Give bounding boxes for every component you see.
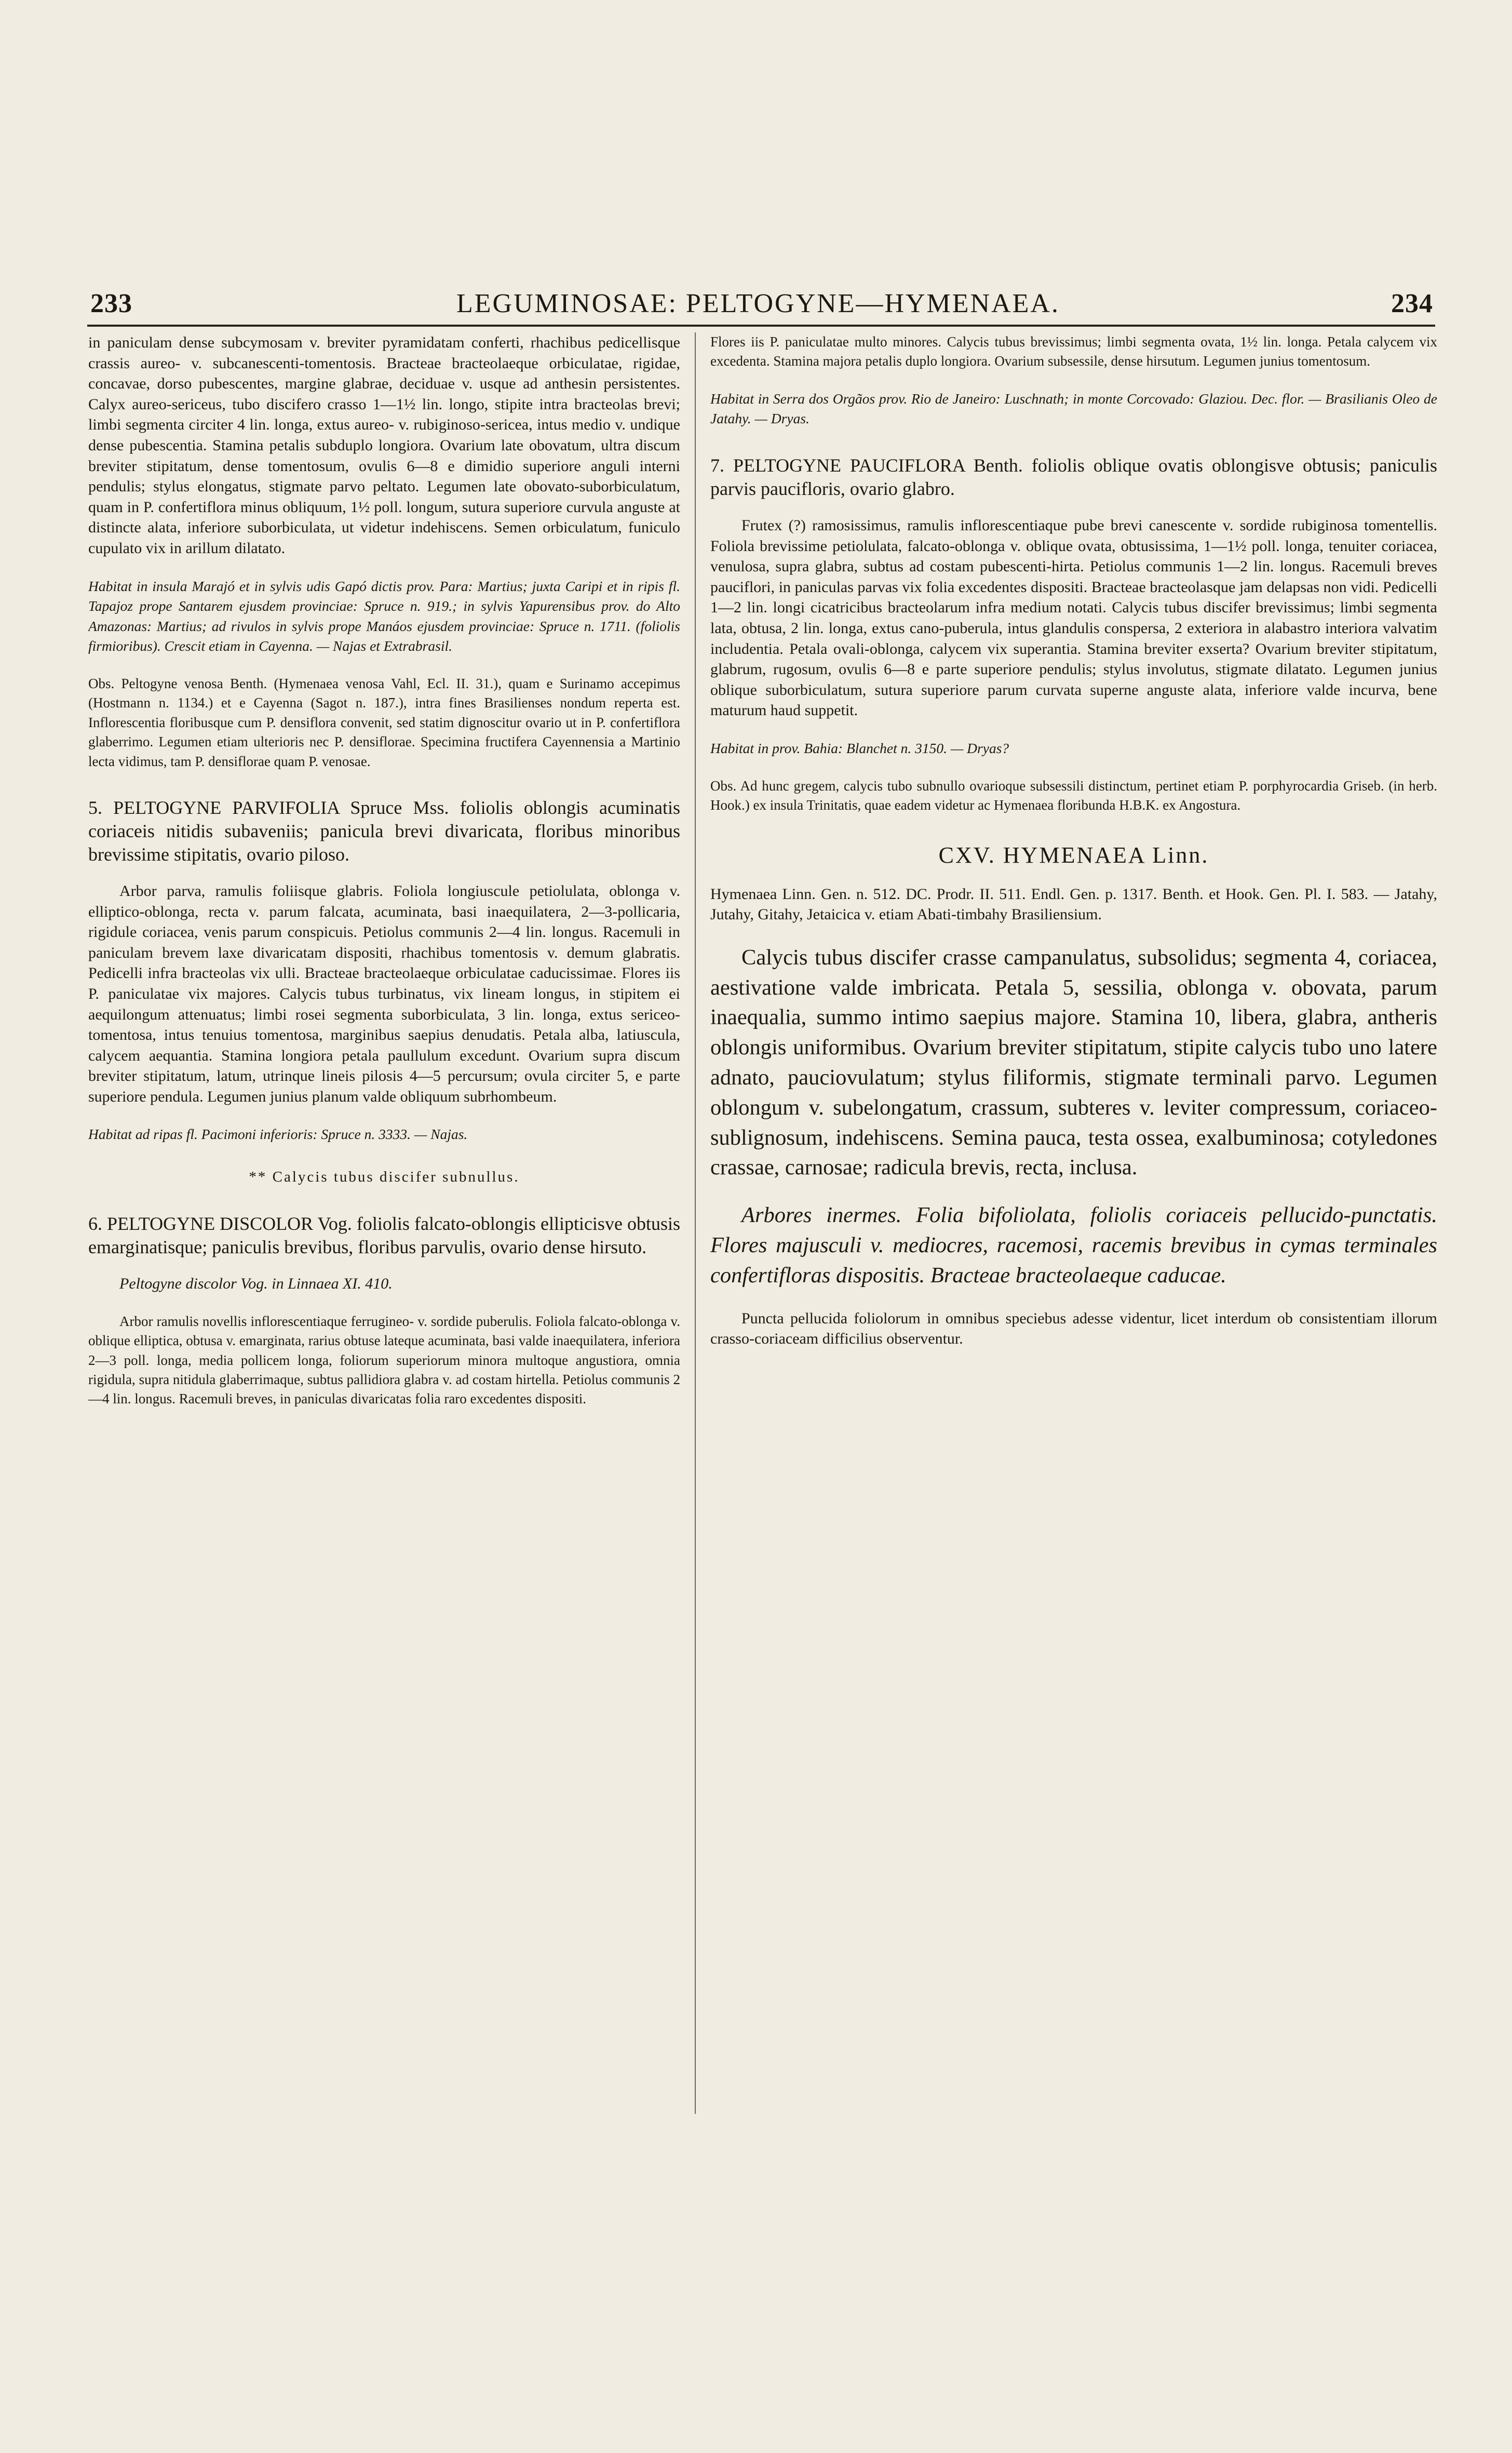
right-paragraph: Habitat in prov. Bahia: Blanchet n. 3150. — Dryas? — [710, 740, 1009, 756]
left-paragraph: Peltogyne discolor Vog. in Linnaea XI. 410. — [119, 1275, 393, 1293]
left-paragraph: Arbor ramulis novellis inflorescentiaque ferrugineo- v. sordide puberulis. Foliola falcato-oblonga v. oblique elliptica, obtusa v. emarginata, rarius obtuse lateque acuminata, basi valde inaequilatera, inferiora 2—3 poll. longa, media pollicem longa, foliorum superiorum minora multoque angustiora, omnia rigidula, supra nitidula glaberrimaque, subtus pallidiora glabra v. ad costam hirtella. Petiolus communis 2—4 lin. longus. Racemuli breves, in paniculas divaricatas folia raro excedentes dispositi. — [88, 1313, 680, 1407]
page-number-left: 233 — [90, 289, 132, 318]
right-paragraph: Flores iis P. paniculatae multo minores. Calycis tubus brevissimus; limbi segmenta ovata, 1½ lin. longa. Petala calycem vix excedenta. Stamina majora petalis duplo longiora. Ovarium subsessile, dense hirsutum. Legumen junius tomentosum. — [710, 334, 1437, 369]
header-rule — [87, 325, 1435, 327]
left-paragraph: Habitat in insula Marajó et in sylvis udis Gapó dictis prov. Para: Martius; juxta Caripi et in ripis fl. Tapajoz prope Santarem ejusdem provinciae: Spruce n. 919.; in sylvis Yapurensibus prov. do Alto Amazonas: Martius; ad rivulos in sylvis prope Manáos ejusdem provinciae: Spruce n. 1711. (foliolis firmioribus). Crescit etiam in Cayenna. — Najas et Extrabrasil. — [88, 578, 680, 654]
right-paragraph: Calycis tubus discifer crasse campanulatus, subsolidus; segmenta 4, coriacea, aestivatione valde imbricata. Petala 5, sessilia, oblonga v. obovata, parum inaequalia, summo intimo saepius majore. Stamina 10, libera, glabra, antheris oblongis uniformibus. Ovarium breviter stipitatum, stipite calycis tubo uno latere adnato, pauciovulatum; stylus filiformis, stigmate terminali parvo. Legumen oblongum v. subelongatum, crassum, subteres v. leviter compressum, coriaceo-sublignosum, indehiscens. Semina pauca, testa ossea, exalbuminosa; cotyledones crassae, carnosae; radicula brevis, recta, inclusa. — [710, 945, 1437, 1180]
right-paragraph: Arbores inermes. Folia bifoliolata, foliolis coriaceis pellucido-punctatis. Flores majusculi v. mediocres, racemosi, racemis brevibus in cymas terminales confertifloras dispositis. Bracteae bracteolaeque caducae. — [710, 1203, 1437, 1288]
left-paragraph: in paniculam dense subcymosam v. breviter pyramidatam conferti, rhachibus pedicellisque crassis aureo- v. subcanescenti-tomentosis. Bracteae bracteolaeque orbiculatae, rigidae, concavae, dorso pubescentes, margine glabrae, deciduae v. usque ad anthesin persistentes. Calyx aureo-sericeus, tubo discifero crasso 1—1½ lin. longo, stipite intra bracteolas brevi; limbi segmenta circiter 4 lin. longa, extus aureo- v. rubiginoso-sericea, intus medio v. undique dense pubescentia. Stamina petalis subduplo longiora. Ovarium late obovatum, ultra discum breviter stipitatum, dense tomentosum, ovulis 6—8 e dimidio superiore anguli interni pendulis; stylus elongatus, stigmate parvo peltato. Legumen late obovato-suborbiculatum, quam in P. confertiflora minus obliquum, 1½ poll. longum, sutura superiore curvula anguste at distincte alata, inferiore suborbiculata, ut videtur indehiscens. Semen orbiculatum, funiculo cupulato vix in arillum dilatato. — [88, 334, 680, 557]
right-paragraph: Habitat in Serra dos Orgãos prov. Rio de Janeiro: Luschnath; in monte Corcovado: Glaziou. Dec. flor. — Brasilianis Oleo de Jatahy. — Dryas. — [710, 390, 1437, 427]
left-paragraph: Obs. Peltogyne venosa Benth. (Hymenaea venosa Vahl, Ecl. II. 31.), quam e Surinamo accepimus (Hostmann n. 1134.) et e Cayenna (Sagot n. 187.), intra fines Brasilienses nondum reperta est. Inflorescentia floribusque cum P. densiflora convenit, sed statim dignoscitur ovario ut in P. confertiflora glaberrimo. Legumen etiam ulterioris nec P. densiflorae. Specimina fructifera Cayennensia a Martinio lecta vidimus, tam P. densiflorae quam P. venosae. — [88, 675, 680, 769]
left-paragraph: 5. PELTOGYNE PARVIFOLIA Spruce Mss. foliolis oblongis acuminatis coriaceis nitidis subaveniis; panicula brevi divaricata, floribus minoribus brevissime stipitatis, ovario piloso. — [88, 797, 680, 865]
page-number-right: 234 — [1391, 289, 1433, 318]
right-paragraph: Hymenaea Linn. Gen. n. 512. DC. Prodr. II. 511. Endl. Gen. p. 1317. Benth. et Hook. Gen. Pl. I. 583. — Jatahy, Jutahy, Gitahy, Jetaicica v. etiam Abati-timbahy Brasiliensium. — [710, 885, 1437, 923]
left-paragraph: ** Calycis tubus discifer subnullus. — [249, 1169, 520, 1186]
left-paragraph: 6. PELTOGYNE DISCOLOR Vog. foliolis falcato-oblongis ellipticisve obtusis emarginatisque; paniculis brevibus, floribus parvulis, ovario dense hirsuto. — [88, 1213, 680, 1258]
column-divider — [695, 332, 696, 2114]
running-header — [83, 288, 1433, 330]
right-paragraph: 7. PELTOGYNE PAUCIFLORA Benth. foliolis oblique ovatis oblongisve obtusis; paniculis parvis paucifloris, ovario glabro. — [710, 455, 1437, 499]
left-column — [88, 332, 680, 2114]
right-paragraph: Obs. Ad hunc gregem, calycis tubo subnullo ovarioque subsessili distinctum, pertinet etiam P. porphyrocardia Griseb. (in herb. Hook.) ex insula Trinitatis, quae eadem videtur ac Hymenaea floribunda H.B.K. ex Angostura. — [710, 778, 1437, 813]
left-paragraph: Arbor parva, ramulis foliisque glabris. Foliola longiuscule petiolulata, oblonga v. elliptico-oblonga, recta v. parum falcata, acuminata, basi inaequilatera, 2—3-pollicaria, rigidule coriacea, venis parum conspicuis. Petiolus communis 2—4 lin. longus. Racemuli in paniculam brevem laxe divaricatam dispositi, rhachibus tomentosis v. demum glabratis. Pedicelli infra bracteolas vix ulli. Bracteae bracteolaeque orbiculatae caducissimae. Flores iis P. paniculatae vix majores. Calycis tubus turbinatus, vix lineam longus, in stipitem ei aequilongum attenuatus; limbi rosei segmenta suborbiculata, 3 lin. longa, extus sericeo-tomentosa, intus tenuius tomentosa, marginibus saepius denudatis. Petala alba, latiuscula, calycem aequantia. Stamina longiora petala paullulum excedunt. Ovarium supra discum breviter stipitatum, latum, utrinque lineis pilosis 4—5 percursum; ovula circiter 5, e parte superiore pendula. Legumen junius planum valde obliquum subrhombeum. — [88, 882, 680, 1105]
running-title: LEGUMINOSAE: PELTOGYNE—HYMENAEA. — [456, 289, 1060, 318]
right-paragraph: Frutex (?) ramosissimus, ramulis inflorescentiaque pube brevi canescente v. sordide rubiginosa tomentellis. Foliola brevissime petiolulata, falcato-oblonga v. oblique ovata, obtusissima, 1—1½ poll. longa, tenuiter coriacea, venulosa, supra glabra, subtus ad costam pubescenti-hirta. Petiolus communis 1—2 lin. longus. Racemuli breves pauciflori, in paniculas parvas vix folia excedentes dispositi. Bracteae bracteolasque jam delapsas non vidi. Pedicelli 1—2 lin. longi cicatricibus bracteolarum infra medium notati. Calycis tubus discifer brevissimus; limbi segmenta lata, obtusa, 2 lin. longa, extus cano-puberula, intus glandulis conspersa, 2 exteriora in alabastro interiora valvatim includentia. Petala ovali-oblonga, calycem vix superantia. Stamina breviter exserta? Ovarium breviter stipitatum, glabrum, rugosum, ovulis 6—8 e parte superiore pendulis; stylus involutus, stigmate dilatato. Legumen junius oblique suborbiculatum, sutura superiore parum curvata superne anguste alata, inferiore valde incurva, bene maturum haud suppetit. — [710, 517, 1437, 719]
right-paragraph: Puncta pellucida foliolorum in omnibus speciebus adesse videntur, licet interdum ob consistentiam illorum crasso-coriaceam difficilius observentur. — [710, 1309, 1437, 1348]
left-paragraph: Habitat ad ripas fl. Pacimoni inferioris: Spruce n. 3333. — Najas. — [88, 1126, 468, 1143]
right-column — [710, 332, 1437, 2114]
right-paragraph: CXV. HYMENAEA Linn. — [938, 842, 1209, 868]
